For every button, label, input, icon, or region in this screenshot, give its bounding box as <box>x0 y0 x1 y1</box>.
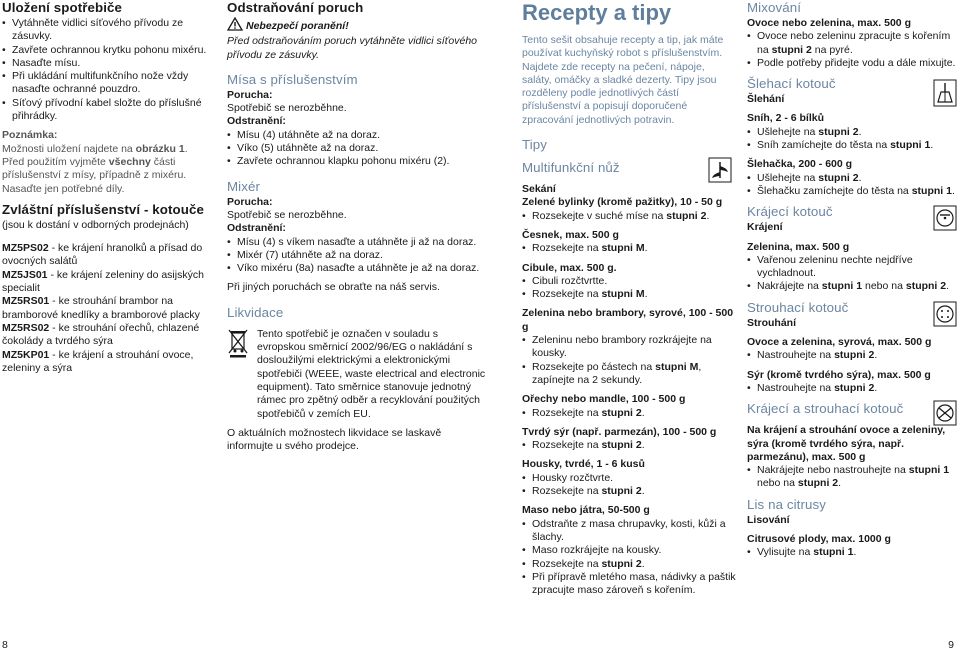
list-item: • Mixér (7) utáhněte až na doraz. <box>227 249 489 262</box>
fault-text: Spotřebič se nerozběhne. <box>227 208 347 221</box>
whip-list-1 <box>747 126 960 153</box>
recipe-entry-title: Housky, tvrdé, 1 - 6 kusů <box>522 458 645 471</box>
disposal-title: Likvidace <box>227 304 284 320</box>
list-item: • Ušlehejte na stupni 2. <box>747 172 960 185</box>
accessory-item: MZ5KP01 - ke krájení a strouhání ovoce, zeleniny a sýra <box>2 348 194 374</box>
citrus-press-title: Lis na citrusy <box>747 496 826 512</box>
list-item: • Při přípravě mletého masa, nádivky a paštik zpracujte maso zároveň s kořením. <box>522 571 737 598</box>
disposal-block <box>227 328 489 421</box>
danger-text: Před odstraňováním poruch vytáhněte vidlici síťového přívodu ze zásuvky. <box>227 35 478 61</box>
grate-label: Strouhání <box>747 316 796 329</box>
list-item: • Maso rozkrájejte na kousky. <box>522 544 737 557</box>
recipe-entry-title: Zelené bylinky (kromě pažitky), 10 - 50 g <box>522 196 723 209</box>
storage-list <box>2 17 217 123</box>
slice-entry-title: Zelenina, max. 500 g <box>747 240 850 253</box>
accessory-item: MZ5JS01 - ke krájení zeleniny do asijských specialit <box>2 268 204 295</box>
whip-title: Šlehací kotouč <box>747 76 836 92</box>
citrus-entry-title: Citrusové plody, max. 1000 g <box>747 533 891 546</box>
recipe-steps <box>522 407 737 420</box>
list-item: • Cibuli rozčtvrtte. <box>522 275 737 288</box>
slicing-disc-icon <box>932 204 958 236</box>
slice-grate-disc-icon <box>932 399 958 431</box>
special-accessories-list <box>2 242 217 375</box>
list-item: • Vařenou zeleninu nechte nejdříve vychladnout. <box>747 254 960 281</box>
list-item: • Zavřete ochrannou krytku pohonu mixéru. <box>2 44 217 57</box>
list-item: • Zeleninu nebo brambory rozkrájejte na kousky. <box>522 334 737 361</box>
fix-label: Odstranění: <box>227 115 286 128</box>
grate-list-1 <box>747 349 960 362</box>
list-item: • Ovoce nebo zeleninu zpracujte s kořením na stupni 2 na pyré. <box>747 30 960 57</box>
list-item: • Mísu (4) utáhněte až na doraz. <box>227 129 489 142</box>
recipe-steps <box>522 275 737 302</box>
column-recipes <box>522 0 737 597</box>
accessory-item: MZ5RS01 - ke strouhání brambor na bramborové knedlíky a bramborové placky <box>2 295 200 321</box>
bowl-title: Mísa s příslušenstvím <box>227 71 358 87</box>
list-item: • Rozsekejte na stupni M. <box>522 288 737 301</box>
whip-label: Šlehání <box>747 93 785 106</box>
list-item: • Víko mixéru (8a) nasaďte a utáhněte je až na doraz. <box>227 262 489 275</box>
grate-title: Strouhací kotouč <box>747 299 849 315</box>
list-item: • Mísu (4) s víkem nasaďte a utáhněte ji až na doraz. <box>227 236 489 249</box>
bowl-fixes-list <box>227 129 489 169</box>
danger-row <box>227 17 489 35</box>
recipe-entry-title: Cibule, max. 500 g. <box>522 261 617 274</box>
list-item: • Vytáhněte vidlici síťového přívodu ze zásuvky. <box>2 17 217 44</box>
recipes-title: Recepty a tipy <box>522 0 672 25</box>
recipe-entry-title: Tvrdý sýr (např. parmezán), 100 - 500 g <box>522 425 717 438</box>
note-label: Poznámka: <box>2 129 58 142</box>
mixing-subtitle: Ovoce nebo zelenina, max. 500 g <box>747 17 911 29</box>
list-item: • Ušlehejte na stupni 2. <box>747 126 960 139</box>
note-text-2: Před použitím vyjměte všechny části příslušenství z mísy, případně z mixéru. <box>2 155 187 182</box>
list-item: • Nakrájejte nebo nastrouhejte na stupni 1 nebo na stupni 2. <box>747 464 960 491</box>
page-number-left: 8 <box>2 638 8 651</box>
slicegrate-entry-title: Na krájení a strouhání ovoce a zeleniny, sýra (kromě tvrdého sýra, např. parmezánu), max. 500 g <box>747 424 946 463</box>
recipe-entry-title: Ořechy nebo mandle, 100 - 500 g <box>522 393 686 406</box>
disposal-text: Tento spotřebič je označen v souladu s evropskou směrnicí 2002/96/EG o nakládání s dosloužilými elektrickými a elektronickými spotřebiči (WEEE, waste electrical and electronic equipment). Tato směrnice stanovuje jednotný rámec pro zpětný odběr a recyklování použitých spotřebičů v zemích EU. <box>257 327 486 420</box>
recipe-steps <box>522 518 737 598</box>
column-recipes-2 <box>747 0 960 560</box>
slicegrate-list <box>747 464 960 491</box>
storage-title: Uložení spotřebiče <box>2 0 123 15</box>
recipes-intro: Tento sešit obsahuje recepty a tip, jak máte používat kuchyňský robot s příslušenstvím. Najdete zde recepty na pečení, nápoje, saláty, omáčky a sladké dezerty. Tipy jsou rozděleny podle jednotlivých částí příslušenství a popisují doporučené zpracování jednotlivých potravin. <box>522 34 724 126</box>
warning-triangle-icon <box>227 17 243 35</box>
fix-label: Odstranění: <box>227 222 286 235</box>
note-text: Možnosti uložení najdete na obrázku 1. <box>2 142 188 155</box>
whip-list-2 <box>747 172 960 199</box>
multifunction-knife-icon <box>707 156 733 188</box>
fault-label: Porucha: <box>227 195 273 208</box>
list-item: • Rozsekejte na stupni 2. <box>522 558 737 571</box>
list-item: • Rozsekejte na stupni M. <box>522 242 737 255</box>
slice-label: Krájení <box>747 221 783 234</box>
weee-bin-icon <box>227 328 249 358</box>
list-item: • Vylisujte na stupni 1. <box>747 546 960 559</box>
list-item: • Odstraňte z masa chrupavky, kosti, kůži a šlachy. <box>522 518 737 545</box>
other-faults-text: Při jiných poruchách se obraťte na náš servis. <box>227 281 440 294</box>
grate-entry-title: Ovoce a zelenina, syrová, max. 500 g <box>747 336 932 349</box>
recipe-entry-title: Maso nebo játra, 50-500 g <box>522 504 650 517</box>
recipe-entry-title: Zelenina nebo brambory, syrové, 100 - 500 g <box>522 307 734 333</box>
special-accessories-title: Zvláštní příslušenství - kotouče <box>2 201 204 217</box>
whisk-disc-icon <box>932 78 958 112</box>
recipe-steps <box>522 242 737 255</box>
recipe-entry-title: Česnek, max. 500 g <box>522 228 619 241</box>
list-item: • Sníh zamíchejte do těsta na stupni 1. <box>747 139 960 152</box>
whip-entry-title: Sníh, 2 - 6 bílků <box>747 112 825 125</box>
recipe-steps <box>522 334 737 387</box>
list-item: • Rozsekejte v suché míse na stupni 2. <box>522 210 737 223</box>
list-item: • Rozsekejte na stupni 2. <box>522 439 737 452</box>
danger-label: Nebezpečí poranění! <box>246 19 349 32</box>
list-item: • Housky rozčtvrte. <box>522 472 737 485</box>
cutting-label: Sekání <box>522 183 556 196</box>
list-item: • Víko (5) utáhněte až na doraz. <box>227 142 489 155</box>
mixing-list <box>747 30 960 70</box>
grating-disc-icon <box>932 300 958 332</box>
recipe-steps <box>522 439 737 452</box>
accessory-item: MZ5RS02 - ke strouhání ořechů, chlazené čokolády a tvrdého sýra <box>2 321 200 348</box>
list-item: • Nasaďte mísu. <box>2 57 217 70</box>
fault-label: Porucha: <box>227 88 273 101</box>
page-number-right: 9 <box>948 638 954 651</box>
list-item: • Síťový přívodní kabel složte do příslušné přihrádky. <box>2 97 217 124</box>
recipe-entries <box>522 196 737 597</box>
mixer-title: Mixér <box>227 178 261 194</box>
fault-text: Spotřebič se nerozběhne. <box>227 102 347 115</box>
special-accessories-subtitle: (jsou k dostání v odborných prodejnách) <box>2 218 189 231</box>
recipe-steps <box>522 472 737 499</box>
slice-list <box>747 254 960 294</box>
accessory-item: MZ5PS02 - ke krájení hranolků a přísad do ovocných salátů <box>2 242 203 268</box>
list-item: • Šlehačku zamíchejte do těsta na stupni 1. <box>747 185 960 198</box>
slicegrate-title: Krájecí a strouhací kotouč <box>747 401 904 417</box>
faults-title: Odstraňování poruch <box>227 0 364 15</box>
list-item: • Nastrouhejte na stupni 2. <box>747 382 960 395</box>
mixing-title: Mixování <box>747 0 802 15</box>
mixer-fixes-list <box>227 236 489 276</box>
tips-title: Tipy <box>522 137 548 153</box>
disposal-text-2: O aktuálních možnostech likvidace se laskavě informujte u svého prodejce. <box>227 426 442 453</box>
list-item: • Při ukládání multifunkčního nože vždy nasaďte ochranné pouzdro. <box>2 70 217 97</box>
citrus-list <box>747 546 960 559</box>
list-item: • Nakrájejte na stupni 1 nebo na stupni 2. <box>747 280 960 293</box>
column-troubleshooting <box>227 0 489 453</box>
list-item: • Rozsekejte na stupni 2. <box>522 485 737 498</box>
multi-knife-title: Multifunkční nůž <box>522 160 620 176</box>
list-item: • Rozsekejte na stupni 2. <box>522 407 737 420</box>
whip-entry-title: Šlehačka, 200 - 600 g <box>747 158 853 171</box>
grate-entry-title: Sýr (kromě tvrdého sýra), max. 500 g <box>747 368 931 381</box>
list-item: • Nastrouhejte na stupni 2. <box>747 349 960 362</box>
list-item: • Zavřete ochrannou klapku pohonu mixéru (2). <box>227 155 489 168</box>
recipe-steps <box>522 210 737 223</box>
column-storage <box>2 0 217 375</box>
citrus-press-label: Lisování <box>747 513 790 526</box>
list-item: • Podle potřeby přidejte vodu a dále mixujte. <box>747 57 960 70</box>
note-text-3: Nasaďte jen potřebné díly. <box>2 182 125 195</box>
grate-list-2 <box>747 382 960 395</box>
list-item: • Rozsekejte po částech na stupni M, zapínejte na 2 sekundy. <box>522 361 737 388</box>
slice-title: Krájecí kotouč <box>747 204 833 220</box>
